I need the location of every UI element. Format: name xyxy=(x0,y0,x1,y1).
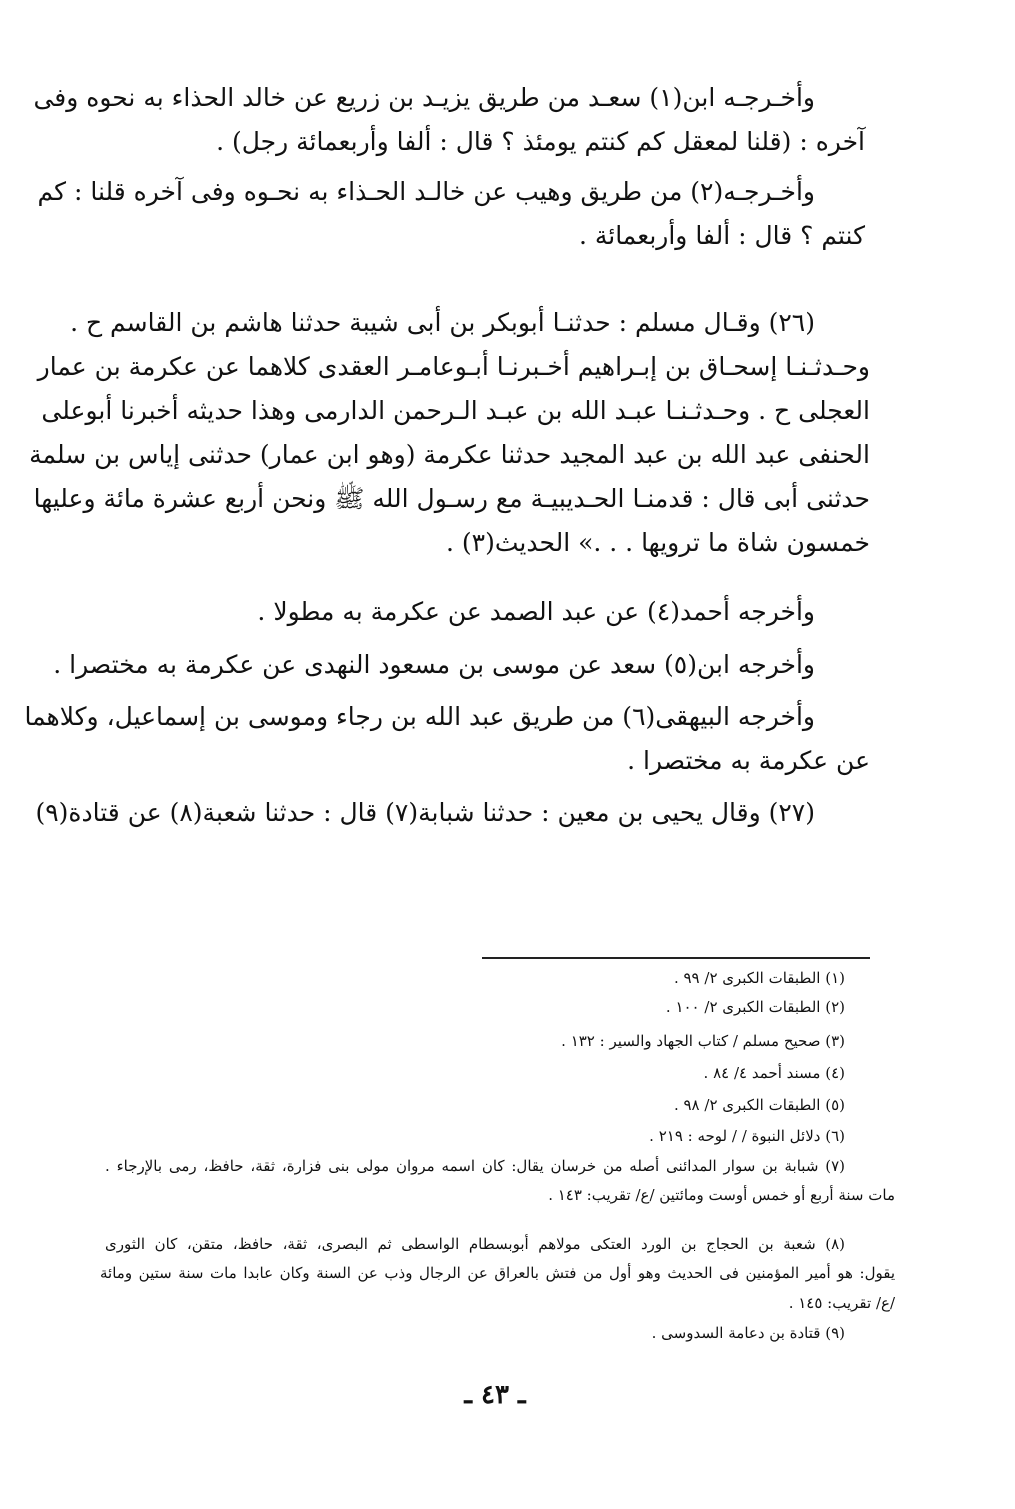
body-line: وأخرجه البيهقى(٦) من طريق عبد الله بن رجاء وموسى بن إسماعيل، وكلاهما xyxy=(24,702,815,731)
footnote: (٨) شعبة بن الحجاج بن الورد العتكى مولاهم أبوبسطام الواسطى ثم البصرى، ثقة، حافظ، متقن، كان الثورى xyxy=(105,1235,845,1253)
footnote: يقول: هو أمير المؤمنين فى الحديث وهو أول من فتش بالعراق عن الرجال وذب عن السنة وكان عابدا مات سنة ستين ومائة xyxy=(100,1264,895,1282)
footnote: (٢) الطبقات الكبرى ٢/ ١٠٠ . xyxy=(665,998,845,1016)
footnote: (٩) قتادة بن دعامة السدوسى . xyxy=(651,1324,845,1342)
body-line: وأخرجه أحمد(٤) عن عبد الصمد عن عكرمة به مطولا . xyxy=(257,597,815,626)
footnote-separator xyxy=(482,957,870,959)
body-line: وحـدثـنـا إسحـاق بن إبـراهيم أخـبرنـا أبـوعامـر العقدى كلاهما عن عكرمة بن عمار xyxy=(37,352,870,381)
body-line: آخره : (قلنا لمعقل كم كنتم يومئذ ؟ قال : ألفا وأربعمائة رجل) . xyxy=(216,127,865,156)
footnote: (٣) صحيح مسلم / كتاب الجهاد والسير : ١٣٢ . xyxy=(561,1032,845,1050)
body-line: خمسون شاة ما ترويها . . .» الحديث(٣) . xyxy=(445,528,870,557)
page-number: ـ ٤٣ ـ xyxy=(464,1380,526,1410)
body-line: كنتم ؟ قال : ألفا وأربعمائة . xyxy=(578,221,865,250)
body-line: وأخـرجـه(٢) من طريق وهيب عن خالـد الحـذاء به نحـوه وفى آخره قلنا : كم xyxy=(37,177,815,206)
footnote: (٦) دلائل النبوة / / لوحه : ٢١٩ . xyxy=(649,1127,845,1145)
body-line: وأخرجه ابن(٥) سعد عن موسى بن مسعود النهدى عن عكرمة به مختصرا . xyxy=(53,650,815,679)
footnote: (١) الطبقات الكبرى ٢/ ٩٩ . xyxy=(673,969,845,987)
footnote: (٤) مسند أحمد ٤/ ٨٤ . xyxy=(703,1064,845,1082)
hadith-27-heading-line: (٢٧) وقال يحيى بن معين : حدثنا شبابة(٧) قال : حدثنا شعبة(٨) عن قتادة(٩) xyxy=(35,798,815,827)
hadith-26-heading-line: (٢٦) وقـال مسلم : حدثنـا أبوبكر بن أبى شيبة حدثنا هاشم بن القاسم ح . xyxy=(70,308,815,337)
footnote: مات سنة أربع أو خمس أوست ومائتين /ع/ تقريب: ١٤٣ . xyxy=(548,1186,895,1204)
body-line: حدثنى أبى قال : قدمنـا الحـديبيـة مع رسـول الله ﷺ ونحن أربع عشرة مائة وعليها xyxy=(33,484,870,513)
footnote: /ع/ تقريب: ١٤٥ . xyxy=(788,1294,895,1312)
footnote: (٧) شبابة بن سوار المدائنى أصله من خرسان يقال: كان اسمه مروان مولى بنى فزارة، ثقة، حافظ، رمى بالإرجاء . xyxy=(105,1157,845,1175)
body-line: وأخـرجـه ابن(١) سعـد من طريق يزيـد بن زريع عن خالد الحذاء به نحوه وفى xyxy=(33,83,815,112)
footnote: (٥) الطبقات الكبرى ٢/ ٩٨ . xyxy=(673,1096,845,1114)
body-line: عن عكرمة به مختصرا . xyxy=(627,746,870,775)
body-line: الحنفى عبد الله بن عبد المجيد حدثنا عكرمة (وهو ابن عمار) حدثنى إياس بن سلمة xyxy=(29,440,870,469)
body-line: العجلى ح . وحـدثـنـا عبـد الله بن عبـد الـرحمن الدارمى وهذا حديثه أخبرنا أبوعلى xyxy=(41,396,870,425)
